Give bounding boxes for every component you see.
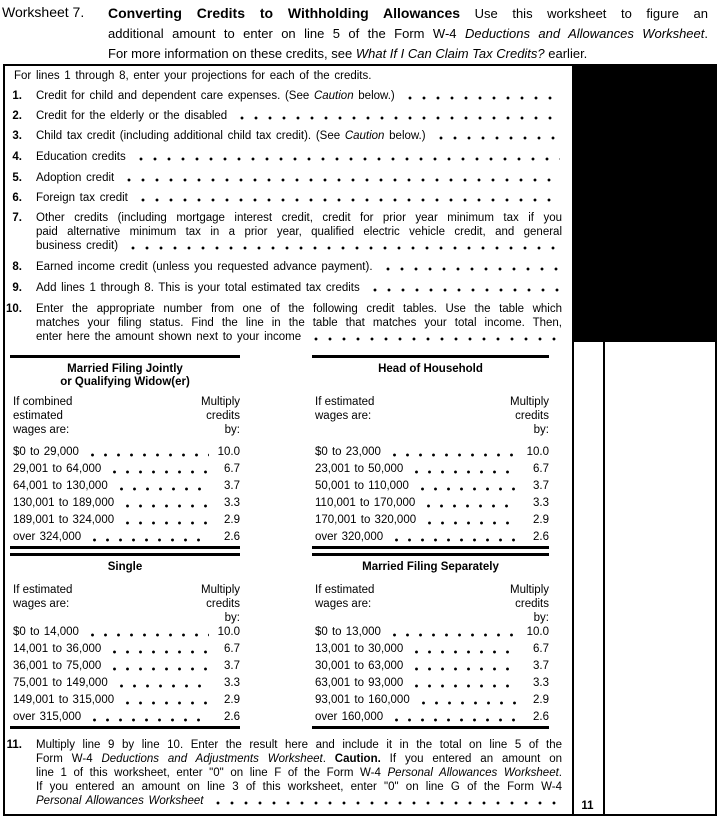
dot-leader	[434, 129, 560, 143]
table-bottom-rule	[10, 546, 240, 549]
dot-leader	[417, 692, 518, 709]
item-text-line: enter here the amount shown next to your income	[36, 330, 562, 344]
multiply-factor: 2.6	[533, 711, 549, 723]
answer-row-11	[572, 342, 715, 814]
table-header-row	[312, 394, 549, 444]
table-row	[10, 529, 240, 546]
entry-cell-line-2[interactable]	[605, 96, 715, 117]
dot-leader	[121, 692, 209, 709]
item-text-line: matches your filing status. Find the line in the table that matches your total income. Then,	[36, 317, 562, 329]
answer-row-10	[572, 290, 715, 342]
table-row	[10, 692, 240, 709]
header-line-3	[108, 44, 708, 64]
multiply-factor: 3.3	[533, 677, 549, 689]
header-intro-3b: earlier.	[544, 46, 588, 61]
worksheet-instructions: For lines 1 through 8, enter your projections for each of the credits.	[14, 70, 372, 82]
item-text-line: Multiply line 9 by line 10. Enter the result here and include it in the total on line 5 of the	[36, 739, 562, 751]
item-text-line: Adoption credit	[36, 171, 562, 185]
table-title: Single	[107, 561, 143, 573]
multiply-column-header: Multiply credits by:	[201, 396, 240, 436]
dot-leader	[86, 624, 209, 641]
dot-leader	[390, 529, 518, 546]
line-number-label: 8	[584, 254, 591, 266]
table-row	[10, 675, 240, 692]
dot-leader	[235, 109, 560, 123]
dot-leader	[422, 495, 518, 512]
dot-leader	[403, 89, 560, 103]
dot-leader	[121, 495, 209, 512]
worksheet-body-box	[3, 64, 717, 816]
item-number: 7.	[12, 212, 22, 224]
table-row	[312, 444, 549, 461]
line-item-11	[5, 738, 562, 808]
wage-range: 75,001 to 149,000	[13, 677, 108, 689]
dot-leader	[410, 658, 518, 675]
table-title: Married Filing Separately	[362, 561, 499, 573]
multiply-factor: 10.0	[526, 446, 549, 458]
dot-leader	[309, 330, 560, 344]
dot-leader	[134, 150, 560, 164]
item-number: 10.	[6, 303, 22, 315]
wage-range: 110,001 to 170,000	[315, 497, 416, 509]
header-intro-2-italic: Deductions and Allowances Worksheet	[464, 26, 705, 41]
dot-leader	[108, 461, 209, 478]
multiply-factor: 2.9	[533, 694, 549, 706]
multiply-factor: 3.3	[224, 497, 240, 509]
line-item-2	[5, 109, 562, 123]
multiply-column-header: Multiply credits by:	[510, 396, 549, 436]
multiply-factor: 3.7	[533, 660, 549, 672]
line-number-label: 4	[584, 144, 591, 156]
dot-leader	[108, 641, 209, 658]
multiply-factor: 6.7	[533, 643, 549, 655]
worksheet-title: Converting Credits to Withholding Allowances	[108, 5, 461, 21]
header-line-2	[108, 24, 708, 44]
wage-range: over 324,000	[13, 531, 82, 543]
multiply-factor: 6.7	[533, 463, 549, 475]
item-number: 4.	[12, 151, 22, 163]
answer-row-9	[572, 270, 715, 290]
item-text-line: Foreign tax credit	[36, 191, 562, 205]
entry-cell-line-8[interactable]	[605, 250, 715, 268]
wage-range: over 320,000	[315, 531, 384, 543]
line-item-8	[5, 260, 562, 274]
entry-cell-line-7[interactable]	[605, 201, 715, 248]
item-number: 3.	[12, 130, 22, 142]
table-row	[312, 478, 549, 495]
line-item-7	[5, 211, 562, 253]
line-number-label: 7	[584, 234, 591, 246]
header-intro-1: Use this worksheet to figure an	[460, 6, 708, 21]
entry-cell-line-9[interactable]	[605, 270, 715, 288]
item-text-line: paid alternative minimum tax in a prior year, qualified electric vehicle credit, and general	[36, 226, 562, 238]
dot-leader	[390, 709, 518, 726]
line-number-label: 11	[581, 800, 594, 812]
item-number: 2.	[12, 110, 22, 122]
table-row	[312, 461, 549, 478]
table-bottom-rule	[10, 726, 240, 729]
item-text-line: Personal Allowances Worksheet	[36, 794, 562, 808]
multiply-factor: 10.0	[526, 626, 549, 638]
wages-column-header: If estimated wages are:	[315, 584, 375, 610]
wage-range: 14,001 to 36,000	[13, 643, 102, 655]
dot-leader	[88, 529, 209, 546]
worksheet-header	[108, 3, 708, 64]
answer-row-5	[572, 160, 715, 181]
table-row	[10, 641, 240, 658]
wages-column-header: If estimated wages are:	[13, 584, 73, 610]
wage-range: 189,001 to 324,000	[13, 514, 115, 526]
multiply-column-header: Multiply credits by:	[510, 584, 549, 624]
dot-leader	[108, 658, 209, 675]
line-item-6	[5, 191, 562, 205]
dot-leader	[410, 641, 518, 658]
wage-range: $0 to 29,000	[13, 446, 79, 458]
item-text-line: If you entered an amount on line 3 of this worksheet, enter "0" on line G of the Form W-4	[36, 781, 562, 793]
item-text-line: Education credits	[36, 150, 562, 164]
header-intro-3a: For more information on these credits, see	[108, 46, 356, 61]
wages-column-header: If combined estimated wages are:	[13, 396, 73, 436]
line-number-label: 10	[581, 326, 594, 338]
wage-range: $0 to 13,000	[315, 626, 381, 638]
table-row	[10, 478, 240, 495]
dot-leader	[388, 624, 518, 641]
table-row	[10, 461, 240, 478]
wage-range: $0 to 23,000	[315, 446, 381, 458]
entry-cell-line-3[interactable]	[605, 119, 715, 137]
item-number: 9.	[12, 282, 22, 294]
item-number: 8.	[12, 261, 22, 273]
table-header-row	[10, 394, 240, 444]
multiply-factor: 2.9	[224, 694, 240, 706]
table-row	[10, 624, 240, 641]
line-number-label: 5	[584, 165, 591, 177]
item-number: 5.	[12, 172, 22, 184]
wage-range: 23,001 to 50,000	[315, 463, 404, 475]
table-header-row	[10, 582, 240, 624]
dot-leader	[86, 444, 209, 461]
wage-range: 63,001 to 93,000	[315, 677, 404, 689]
dot-leader	[211, 794, 560, 808]
table-row	[312, 529, 549, 546]
wage-range: over 160,000	[315, 711, 384, 723]
multiply-column-header: Multiply credits by:	[201, 584, 240, 624]
multiply-factor: 10.0	[217, 446, 240, 458]
credit-table-married-filing-jointly-or-qualifying-widower	[10, 355, 240, 549]
multiply-factor: 3.3	[224, 677, 240, 689]
multiply-factor: 3.7	[224, 660, 240, 672]
dot-leader	[423, 512, 518, 529]
multiply-factor: 6.7	[224, 643, 240, 655]
table-row	[312, 641, 549, 658]
item-text-line: Credit for the elderly or the disabled	[36, 109, 562, 123]
dot-leader	[381, 260, 560, 274]
table-row	[10, 709, 240, 726]
table-row	[312, 658, 549, 675]
line-item-3	[5, 129, 562, 143]
wage-range: 130,001 to 189,000	[13, 497, 115, 509]
wage-range: 64,001 to 130,000	[13, 480, 108, 492]
entry-cell-line-1[interactable]	[605, 66, 715, 94]
wage-range: 30,001 to 63,000	[315, 660, 404, 672]
dot-leader	[388, 444, 518, 461]
item-number: 1.	[12, 90, 22, 102]
answer-row-8	[572, 250, 715, 270]
dot-leader	[88, 709, 209, 726]
table-title: Head of Household	[378, 363, 483, 375]
item-text-line: Other credits (including mortgage interest credit, credit for prior year minimum tax if you	[36, 212, 562, 224]
wage-range: 29,001 to 64,000	[13, 463, 102, 475]
wages-column-header: If estimated wages are:	[315, 396, 375, 422]
entry-cell-line-10[interactable]	[605, 290, 715, 340]
header-line-1	[108, 3, 708, 24]
table-row	[10, 495, 240, 512]
item-text-line: Form W-4 Deductions and Adjustments Worksheet. Caution. If you entered an amount on	[36, 753, 563, 765]
credit-table-head-of-household	[312, 355, 549, 549]
line-item-4	[5, 150, 562, 164]
line-number-label: 6	[584, 185, 591, 197]
table-row	[10, 512, 240, 529]
line-number-label: 9	[584, 274, 591, 286]
credit-table-married-filing-separately	[312, 553, 549, 729]
table-bottom-rule	[312, 726, 549, 729]
dot-leader	[115, 675, 209, 692]
entry-cell-line-11[interactable]	[605, 342, 715, 814]
multiply-factor: 2.9	[533, 514, 549, 526]
item-text-line: Earned income credit (unless you requested advance payment).	[36, 260, 562, 274]
table-row	[312, 692, 549, 709]
entry-cell-line-4[interactable]	[605, 139, 715, 158]
item-number: 6.	[12, 192, 22, 204]
line-item-1	[5, 89, 562, 103]
item-number: 11.	[6, 739, 22, 751]
credit-table-single	[10, 553, 240, 729]
worksheet-number-label: Worksheet 7.	[2, 4, 85, 20]
wage-range: 93,001 to 160,000	[315, 694, 410, 706]
item-text-line: Add lines 1 through 8. This is your total estimated tax credits	[36, 281, 562, 295]
multiply-factor: 2.6	[224, 711, 240, 723]
wage-range: 13,001 to 30,000	[315, 643, 404, 655]
answer-row-1	[572, 66, 715, 96]
table-row	[10, 444, 240, 461]
dot-leader	[416, 478, 518, 495]
dot-leader	[122, 171, 560, 185]
multiply-factor: 6.7	[224, 463, 240, 475]
header-intro-2a: additional amount to enter on line 5 of the Form W-4	[108, 26, 465, 41]
table-bottom-rule	[312, 546, 549, 549]
multiply-factor: 3.7	[224, 480, 240, 492]
dot-leader	[121, 512, 209, 529]
table-row	[312, 709, 549, 726]
item-text-line: Credit for child and dependent care expenses. (See Caution below.)	[36, 89, 562, 103]
dot-leader	[368, 281, 560, 295]
multiply-factor: 3.3	[533, 497, 549, 509]
multiply-factor: 2.9	[224, 514, 240, 526]
line-number-label: 1	[584, 80, 591, 92]
wage-range: 36,001 to 75,000	[13, 660, 102, 672]
table-header-row	[312, 582, 549, 624]
dot-leader	[115, 478, 209, 495]
wage-range: 170,001 to 320,000	[315, 514, 417, 526]
entry-cell-line-5[interactable]	[605, 160, 715, 179]
line-item-5	[5, 171, 562, 185]
table-row	[312, 624, 549, 641]
answer-row-7	[572, 201, 715, 250]
answer-row-6	[572, 181, 715, 201]
multiply-factor: 10.0	[217, 626, 240, 638]
table-row	[312, 675, 549, 692]
dot-leader	[410, 461, 518, 478]
header-intro-3-italic: What If I Can Claim Tax Credits?	[355, 46, 545, 61]
entry-cell-line-6[interactable]	[605, 181, 715, 199]
multiply-factor: 2.6	[533, 531, 549, 543]
multiply-factor: 2.6	[224, 531, 240, 543]
item-text-line: business credit)	[36, 239, 562, 253]
multiply-factor: 3.7	[533, 480, 549, 492]
line-item-9	[5, 281, 562, 295]
dot-leader	[136, 191, 560, 205]
answer-row-2	[572, 96, 715, 119]
item-text-line: Child tax credit (including additional child tax credit). (See Caution below.)	[36, 129, 562, 143]
wage-range: 149,001 to 315,000	[13, 694, 115, 706]
line-item-10	[5, 302, 562, 344]
table-title: Married Filing Jointly or Qualifying Widow(er)	[60, 363, 190, 388]
dot-leader	[410, 675, 518, 692]
line-number-label: 3	[584, 123, 591, 135]
wage-range: over 315,000	[13, 711, 82, 723]
item-text-line: Enter the appropriate number from one of the following credit tables. Use the table which	[36, 303, 562, 315]
item-text-line: line 1 of this worksheet, enter "0" on line F of the Form W-4 Personal Allowances Worksheet.	[36, 767, 562, 779]
table-row	[312, 512, 549, 529]
line-number-label: 2	[584, 103, 591, 115]
wage-range: $0 to 14,000	[13, 626, 79, 638]
answer-row-4	[572, 139, 715, 160]
table-row	[312, 495, 549, 512]
dot-leader	[126, 239, 560, 253]
table-row	[10, 658, 240, 675]
wage-range: 50,001 to 110,000	[315, 480, 409, 492]
answer-row-3	[572, 119, 715, 139]
header-intro-2b: .	[704, 26, 709, 41]
